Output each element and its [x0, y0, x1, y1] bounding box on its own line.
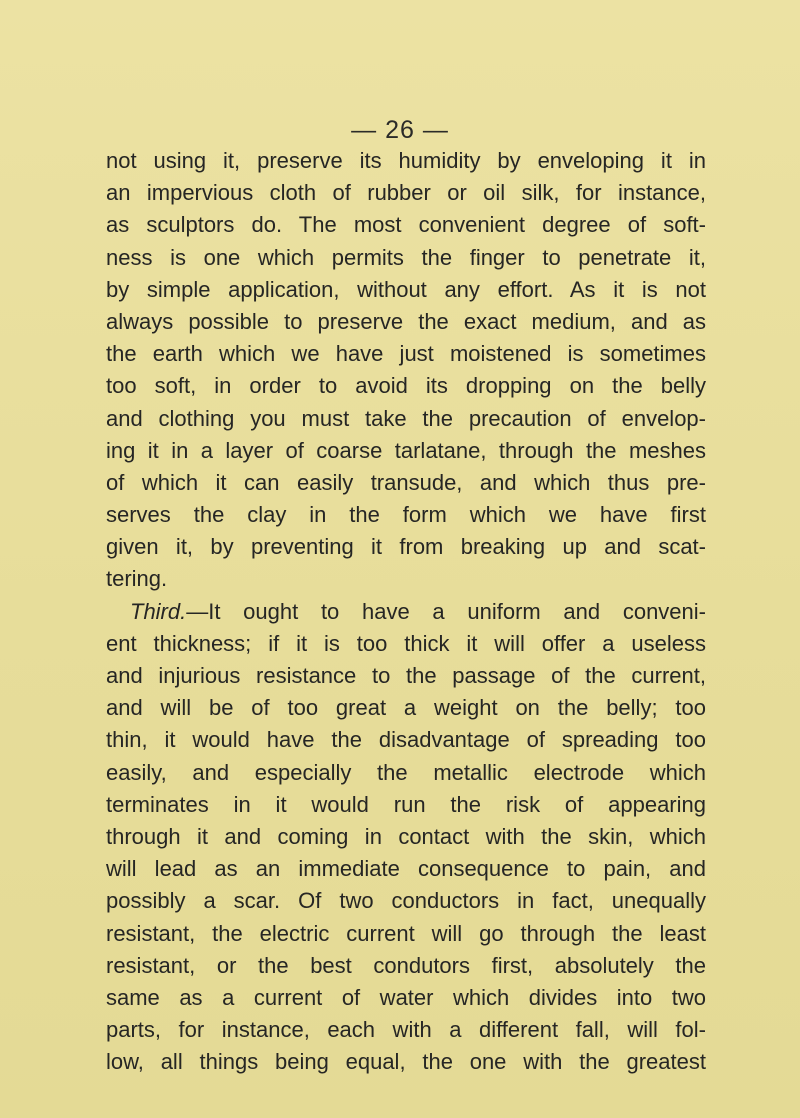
text-line: of which it can easily transude, and which thus pre- — [106, 469, 706, 495]
text-line: always possible to preserve the exact medium, and as — [106, 308, 706, 334]
text-line: and will be of too great a weight on the belly; too — [106, 695, 706, 721]
text-line: parts, for instance, each with a different fall, will fol- — [106, 1017, 706, 1043]
text-line: ent thickness; if it is too thick it will offer a useless — [106, 630, 706, 656]
text-line: resistant, or the best condutors first, absolutely the — [106, 952, 706, 978]
text-line: not using it, preserve its humidity by enveloping it in — [106, 148, 706, 173]
text-line: possibly a scar. Of two conductors in fact, unequally — [106, 888, 706, 914]
text-line: by simple application, without any effort. As it is not — [106, 276, 706, 302]
text-line: as sculptors do. The most convenient degree of soft- — [106, 212, 706, 238]
body-text — [106, 145, 706, 1078]
text-line: easily, and especially the metallic electrode which — [106, 759, 706, 785]
text-line: will lead as an immediate consequence to pain, and — [106, 856, 706, 882]
paragraph-2 — [106, 596, 706, 1079]
text-line: and clothing you must take the precaution of envelop- — [106, 405, 706, 431]
text-line: thin, it would have the disadvantage of spreading too — [106, 727, 706, 753]
page-number: — 26 — — [351, 116, 449, 144]
text-line-rest: —It ought to have a uniform and conveni- — [186, 598, 706, 624]
text-line: through it and coming in contact with the skin, which — [106, 823, 706, 849]
text-line: the earth which we have just moistened is sometimes — [106, 341, 706, 367]
text-line: given it, by preventing it from breaking up and scat- — [106, 534, 706, 560]
text-line: terminates in it would run the risk of appearing — [106, 791, 706, 817]
text-line: tering. — [106, 566, 168, 592]
section-lead: Third. — [130, 598, 187, 624]
text-line: same as a current of water which divides into two — [106, 984, 706, 1010]
text-line: serves the clay in the form which we have first — [106, 502, 706, 528]
text-line: ness is one which permits the finger to penetrate it, — [106, 244, 706, 270]
text-line: too soft, in order to avoid its dropping on the belly — [106, 373, 706, 399]
text-line: and injurious resistance to the passage of the current, — [106, 663, 706, 688]
text-line: ing it in a layer of coarse tarlatane, through the meshes — [106, 437, 706, 463]
text-line — [106, 596, 706, 628]
text-line: resistant, the electric current will go through the least — [106, 920, 706, 946]
text-line: an impervious cloth of rubber or oil silk, for instance, — [106, 180, 706, 206]
paragraph-1 — [106, 145, 706, 596]
text-line: low, all things being equal, the one with the greatest — [106, 1049, 706, 1075]
